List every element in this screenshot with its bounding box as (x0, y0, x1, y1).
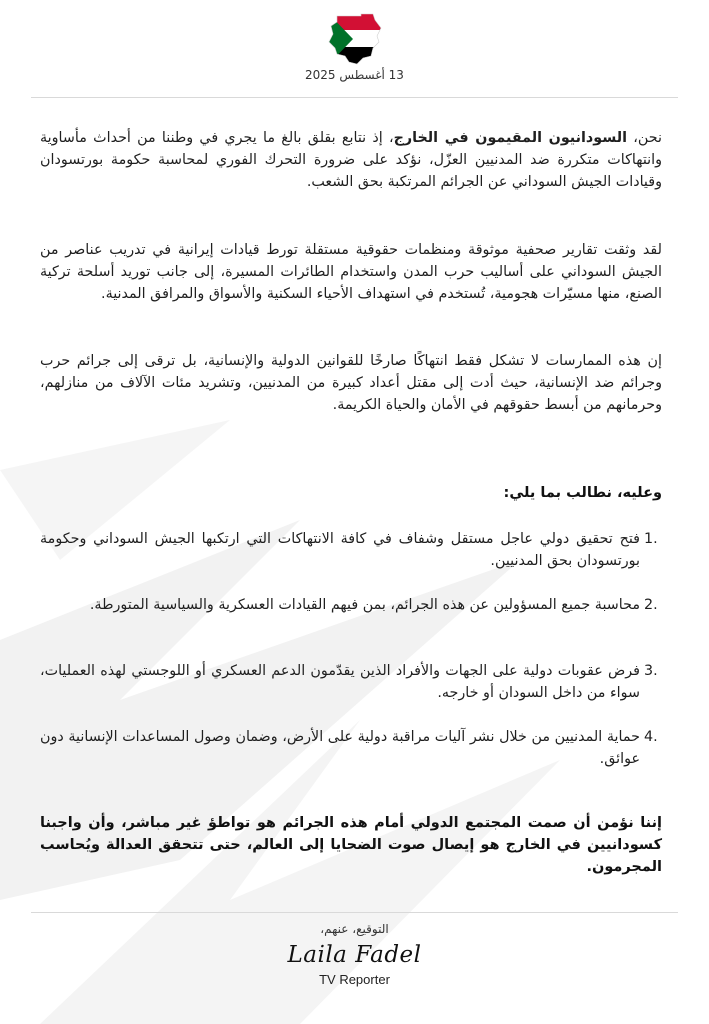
list-item-text: حماية المدنيين من خلال نشر آليات مراقبة دولية على الأرض، وضمان وصول المساعدات الإنسانية دون عوائق. (40, 729, 640, 767)
top-divider (31, 97, 678, 98)
document-header (0, 12, 709, 82)
sudan-map-flag-icon (327, 12, 383, 66)
closing-statement: إننا نؤمن أن صمت المجتمع الدولي أمام هذه الجرائم هو تواطؤ غير مباشر، وأن واجبنا كسودانيين في الخارج هو إيصال صوت الضحايا إلى العالم، حتى تتحقق العدالة ويُحاسب المجرمون. (40, 815, 662, 875)
demands-heading: وعليه، نطالب بما يلي: (503, 485, 662, 501)
list-item-number: 2. (644, 597, 658, 613)
intro-rest: ، إذ نتابع بقلق بالغ ما يجري في وطننا من أحداث مأساوية وانتهاكات متكررة ضد المدنيين العزّل، نؤكد على ضرورة التحرك الفوري لمحاسبة حكومة بورتسودان وقيادات الجيش السوداني عن الجرائم المرتكبة بحق الشعب. (40, 130, 662, 190)
intro-bold-subject: السودانيون المقيمون في الخارج (393, 130, 628, 146)
paragraph-intro (40, 127, 662, 193)
signature-block (0, 922, 709, 987)
intro-lead: نحن، (627, 130, 662, 146)
list-item-number: 1. (644, 531, 658, 547)
signature-name: Laila Fadel (287, 942, 422, 968)
list-item-number: 3. (644, 663, 658, 679)
list-item-text: محاسبة جميع المسؤولين عن هذه الجرائم، بمن فيهم القيادات العسكرية والسياسية المتورطة. (89, 597, 640, 613)
list-item-text: فتح تحقيق دولي عاجل مستقل وشفاف في كافة الانتهاكات التي ارتكبها الجيش السوداني وحكومة بورتسودان بحق المدنيين. (40, 531, 640, 569)
list-item-number: 4. (644, 729, 658, 745)
paragraph-reports: لقد وثقت تقارير صحفية موثوقة ومنظمات حقوقية مستقلة تورط قيادات إيرانية في تدريب عناصر من الجيش السوداني على أساليب حرب المدن واستخدام الطائرات المسيرة، إلى جانب توريد أسلحة تركية الصنع، منها مسيّرات هجومية، تُستخدم في استهداف الأحياء السكنية والأسواق والمرافق المدنية. (40, 242, 662, 302)
paragraph-violations: إن هذه الممارسات لا تشكل فقط انتهاكًا صارخًا للقوانين الدولية والإنسانية، بل ترقى إلى جرائم حرب وجرائم ضد الإنسانية، حيث أدت إلى مقتل أعداد كبيرة من المدنيين، وتشريد مئات الآلاف من منازلهم، وحرمانهم من أبسط حقوقهم في الأمان والحياة الكريمة. (40, 353, 662, 413)
bottom-divider (31, 912, 678, 913)
signature-role: TV Reporter (319, 972, 390, 987)
document-date: 13 أغسطس 2025 (305, 68, 404, 82)
signature-label: التوقيع، عنهم، (320, 922, 389, 936)
list-item-text: فرض عقوبات دولية على الجهات والأفراد الذين يقدّمون الدعم العسكري أو اللوجستي لهذه العمليات، سواء من داخل السودان أو خارجه. (40, 663, 640, 701)
